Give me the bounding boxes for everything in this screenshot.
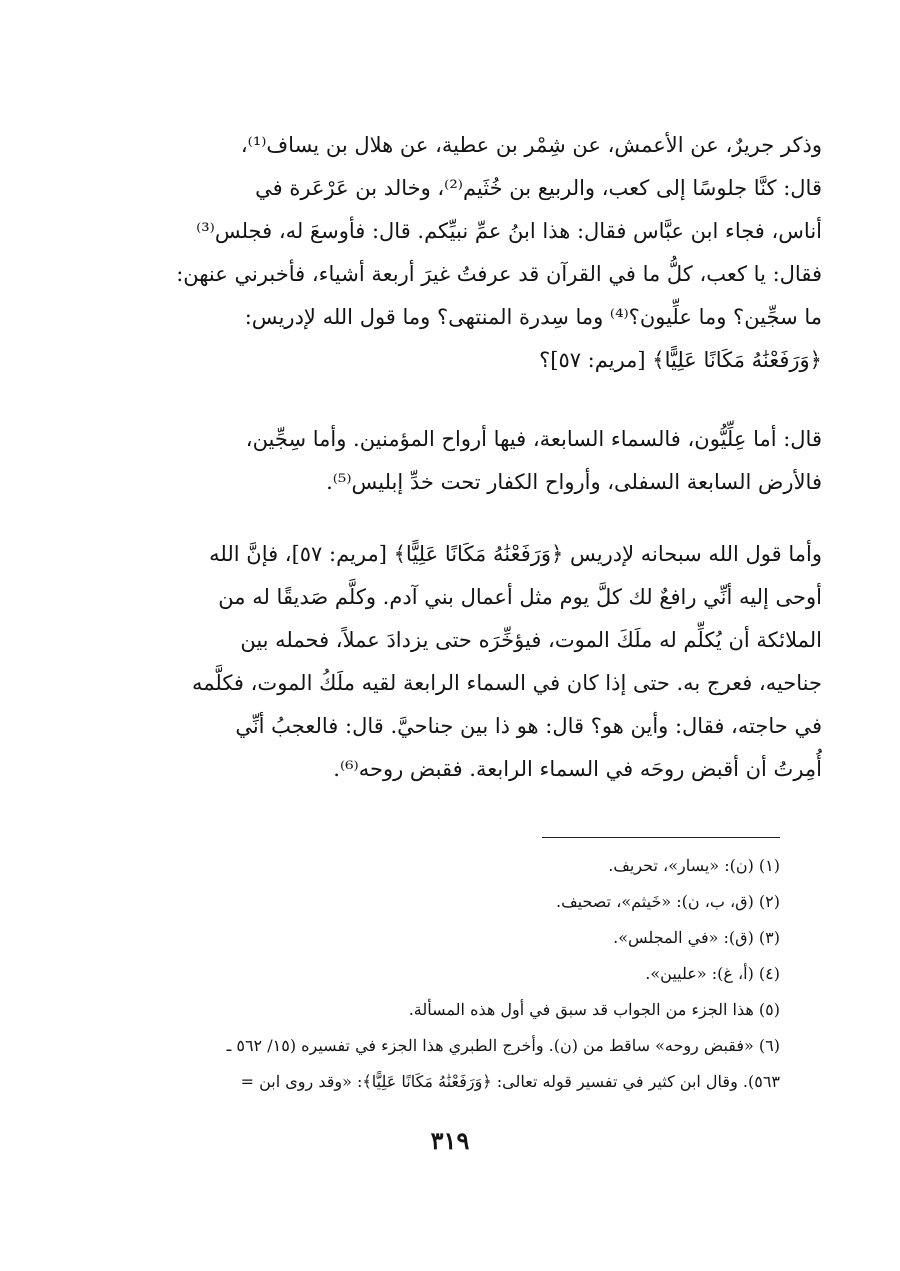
text-line: وذكر جريرٌ، عن الأعمش، عن شِمْر بن عطية، عن هلال بن يساف⁽¹⁾، — [240, 133, 822, 157]
text-line: فقال: يا كعب، كلُّ ما في القرآن قد عرفتُ غيرَ أربعة أشياء، فأخبرني عنهن: — [176, 262, 822, 286]
text-line: جناحيه، فعرج به. حتى إذا كان في السماء الرابعة لقيه ملَكُ الموت، فكلَّمه — [191, 671, 822, 695]
text-line: ما سجِّين؟ وما علِّيون؟⁽⁴⁾ وما سِدرة المنتهى؟ وما قول الله لإدريس: — [244, 305, 822, 329]
text-line: وأما قول الله سبحانه لإدريس ﴿وَرَفَعْنَٰهُ مَكَانًا عَلِيًّا﴾ [مريم: ٥٧]، فإنَّ الله — [209, 542, 822, 566]
footnote-5: (٥) هذا الجزء من الجواب قد سبق في أول هذه المسألة. — [408, 1000, 780, 1019]
page-number: ٣١٩ — [430, 1126, 470, 1155]
footnote-3: (٣) (ق): «في المجلس». — [613, 928, 780, 947]
text-line: قال: أما عِلِّيُّون، فالسماء السابعة، فيها أرواح المؤمنين. وأما سِجِّين، — [245, 427, 822, 451]
text-line: الملائكة أن يُكلِّم له ملَكَ الموت، فيؤخِّرَه حتى يزدادَ عملاً، فحمله بين — [240, 628, 822, 652]
paragraph-3 — [120, 533, 822, 791]
footnote-6-continuation: ٥٦٣). وقال ابن كثير في تفسير قوله تعالى: ﴿وَرَفَعْنَٰهُ مَكَانًا عَلِيًّا﴾: «وقد روى ابن = — [240, 1072, 780, 1091]
footnote-2: (٢) (ق، ب، ن): «خَيثم»، تصحيف. — [555, 892, 780, 911]
text-line: فالأرض السابعة السفلى، وأرواح الكفار تحت خدِّ إبليس⁽⁵⁾. — [326, 470, 822, 494]
footnote-6: (٦) «فقبض روحه» ساقط من (ن). وأخرج الطبري هذا الجزء في تفسيره (١٥/ ٥٦٢ ـ — [226, 1036, 780, 1055]
text-line: ﴿وَرَفَعْنَٰهُ مَكَانًا عَلِيًّا﴾ [مريم: ٥٧]؟ — [539, 348, 822, 372]
text-line: أناس، فجاء ابن عبَّاس فقال: هذا ابنُ عمِّ نبيِّكم. قال: فأوسعَ له، فجلس⁽³⁾ — [196, 219, 822, 243]
footnote-separator — [542, 837, 780, 838]
footnote-1: (١) (ن): «يسار»، تحريف. — [608, 856, 780, 875]
text-line: قال: كنَّا جلوسًا إلى كعب، والربيع بن خُثَيم⁽²⁾، وخالد بن عَرْعَرة في — [255, 176, 822, 200]
paragraph-2 — [120, 418, 822, 504]
text-line: أوحى إليه أنِّي رافعٌ لك كلَّ يوم مثل أعمال بني آدم. وكلَّم صَديقًا له من — [218, 585, 822, 609]
footnote-4: (٤) (أ، غ): «عليين». — [645, 964, 780, 983]
footnotes — [78, 848, 780, 1100]
text-line: في حاجته، فقال: وأين هو؟ قال: هو ذا بين جناحيَّ. قال: فالعجبُ أنِّي — [235, 714, 822, 738]
paragraph-1 — [120, 124, 822, 382]
text-line: أُمِرتُ أن أقبض روحَه في السماء الرابعة. فقبض روحه⁽⁶⁾. — [333, 757, 822, 781]
